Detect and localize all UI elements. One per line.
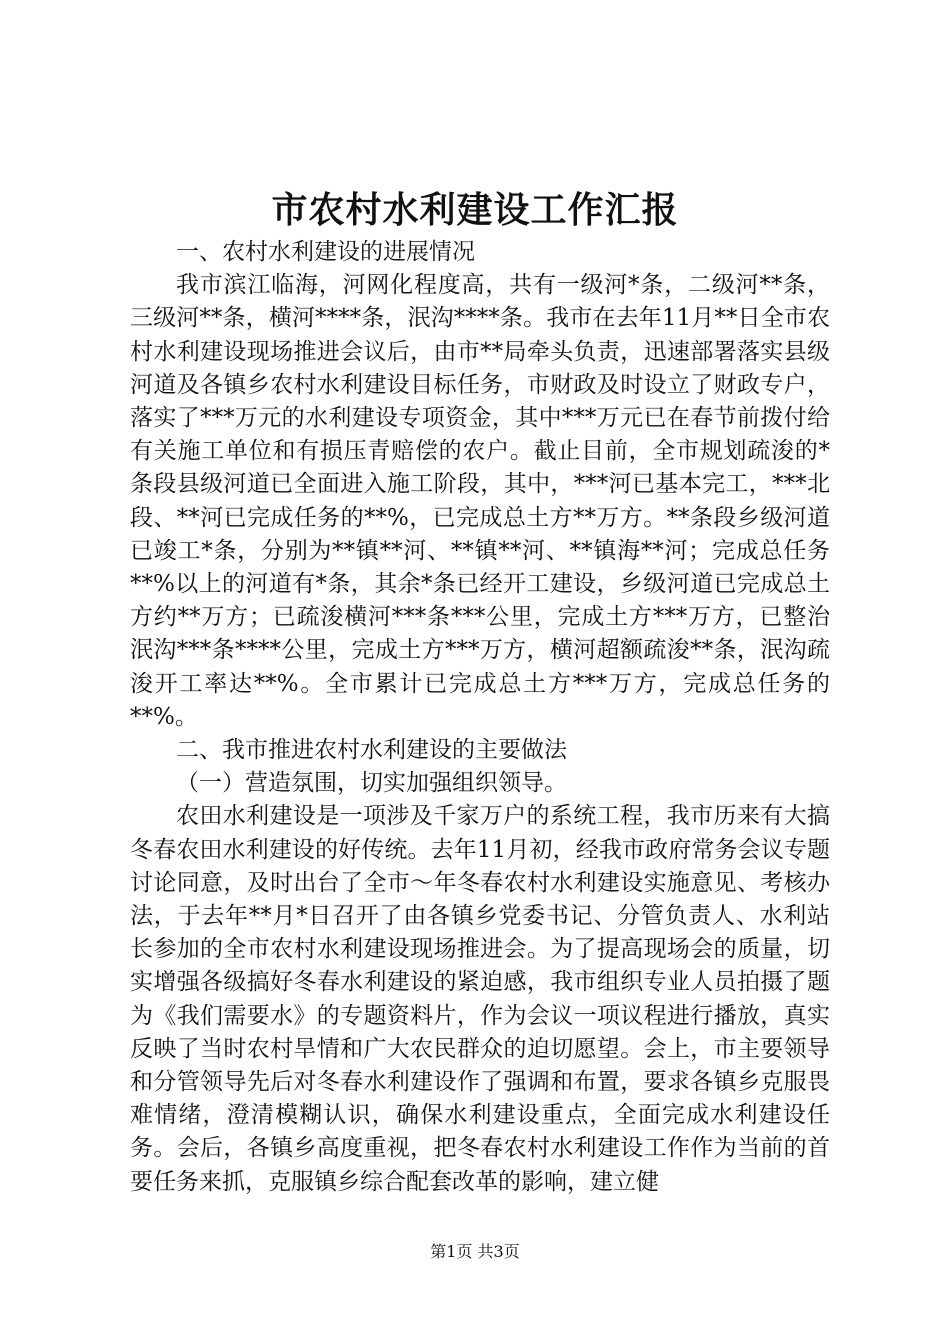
document-title: 市农村水利建设工作汇报: [271, 189, 679, 231]
paragraph-organization: 农田水利建设是一项涉及千家万户的系统工程，我市历来有大搞冬春农田水利建设的好传统。去年11月初，经我市政府常务会议专题讨论同意，及时出台了全市～年冬春农村水利建设实施意见、考核办法，于去年**月*日召开了由各镇乡党委书记、分管负责人、水利站长参加的全市农村水利建设现场推进会。为了提高现场会的质量，切实增强各级搞好冬春水利建设的紧迫感，我市组织专业人员拍摄了题为《我们需要水》的专题资料片，作为会议一项议程进行播放，真实反映了当时农村旱情和广大农民群众的迫切愿望。会上，市主要领导和分管领导先后对冬春水利建设作了强调和布置，要求各镇乡克服畏难情绪，澄清模糊认识，确保水利建设重点，全面完成水利建设任务。会后，各镇乡高度重视，把冬春农村水利建设工作作为当前的首要任务来抓，克服镇乡综合配套改革的影响，建立健: [130, 803, 830, 1195]
subsection-heading-1: （一）营造氛围，切实加强组织领导。: [176, 770, 567, 797]
section-heading-1: 一、农村水利建设的进展情况: [176, 239, 475, 265]
page-footer: 第1页 共3页: [430, 1242, 520, 1261]
section-heading-2: 二、我市推进农村水利建设的主要做法: [176, 737, 567, 764]
paragraph-progress: 我市滨江临海，河网化程度高，共有一级河*条，二级河**条，三级河**条，横河****条，泯沟****条。我市在去年11月**日全市农村水利建设现场推进会议后，由市**局牵头负责，迅速部署落实县级河道及各镇乡农村水利建设目标任务，市财政及时设立了财政专户，落实了***万元的水利建设专项资金，其中***万元已在春节前拨付给有关施工单位和有损压青赔偿的农户。截止目前，全市规划疏浚的*条段县级河道已全面进入施工阶段，其中，***河已基本完工，***北段、**河已完成任务的**%，已完成总土方**万方。**条段乡级河道已竣工*条，分别为**镇**河、**镇**河、**镇海**河；完成总任务**%以上的河道有*条，其余*条已经开工建设，乡级河道已完成总土方约**万方；已疏浚横河***条***公里，完成土方***万方，已整治泯沟***条****公里，完成土方***万方，横河超额疏浚**条，泯沟疏浚开工率达**%。全市累计已完成总土方***万方，完成总任务的**%。: [130, 272, 830, 730]
document-body: [130, 236, 830, 1199]
